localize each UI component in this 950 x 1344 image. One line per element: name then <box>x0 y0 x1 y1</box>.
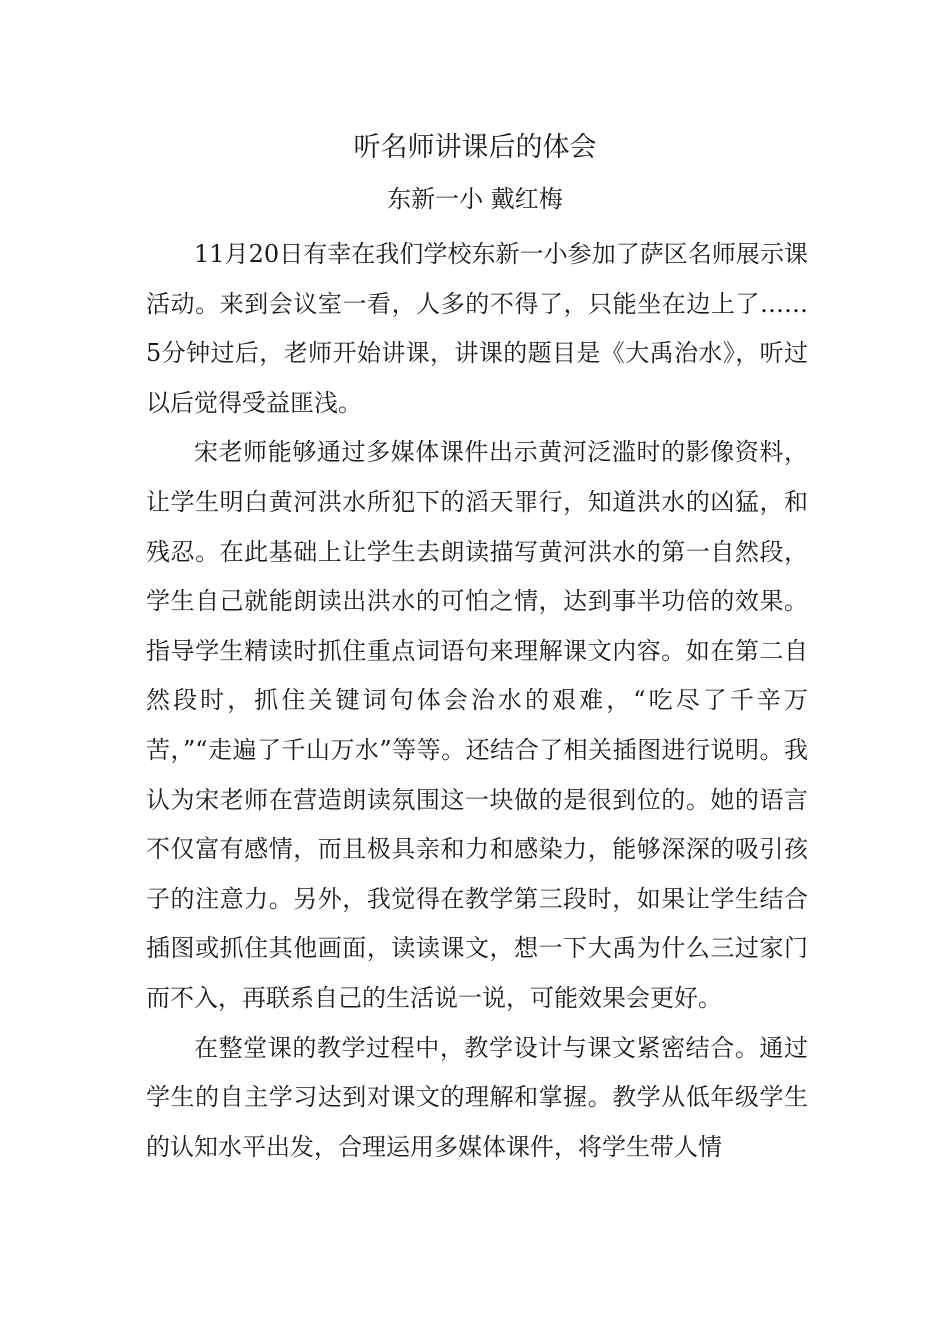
document-title: 听名师讲课后的体会 <box>353 132 597 163</box>
document-body <box>146 230 808 1172</box>
paragraph-2: 宋老师能够通过多媒体课件出示黄河泛滥时的影像资料，让学生明白黄河洪水所犯下的滔天罪行，知道洪水的凶猛，和残忍。在此基础上让学生去朗读描写黄河洪水的第一自然段，学生自己就能朗读出洪水的可怕之情，达到事半功倍的效果。指导学生精读时抓住重点词语句来理解课文内容。如在第二自然段时，抓住关键词句体会治水的艰难，“吃尽了千辛万苦，”“走遍了千山万水”等等。还结合了相关插图进行说明。我认为宋老师在营造朗读氛围这一块做的是很到位的。她的语言不仅富有感情，而且极具亲和力和感染力，能够深深的吸引孩子的注意力。另外，我觉得在教学第三段时，如果让学生结合插图或抓住其他画面，读读课文，想一下大禹为什么三过家门而不入，再联系自己的生活说一说，可能效果会更好。 <box>146 438 808 1012</box>
paragraph-1: 11月20日有幸在我们学校东新一小参加了萨区名师展示课活动。来到会议室一看，人多的不得了，只能坐在边上了……5分钟过后，老师开始讲课，讲课的题目是《大禹治水》，听过以后觉得受益匪浅。 <box>146 240 808 417</box>
paragraph-3: 在整堂课的教学过程中，教学设计与课文紧密结合。通过学生的自主学习达到对课文的理解和掌握。教学从低年级学生的认知水平出发，合理运用多媒体课件，将学生带人情 <box>146 1033 808 1161</box>
document-author: 东新一小 戴红梅 <box>387 185 563 213</box>
